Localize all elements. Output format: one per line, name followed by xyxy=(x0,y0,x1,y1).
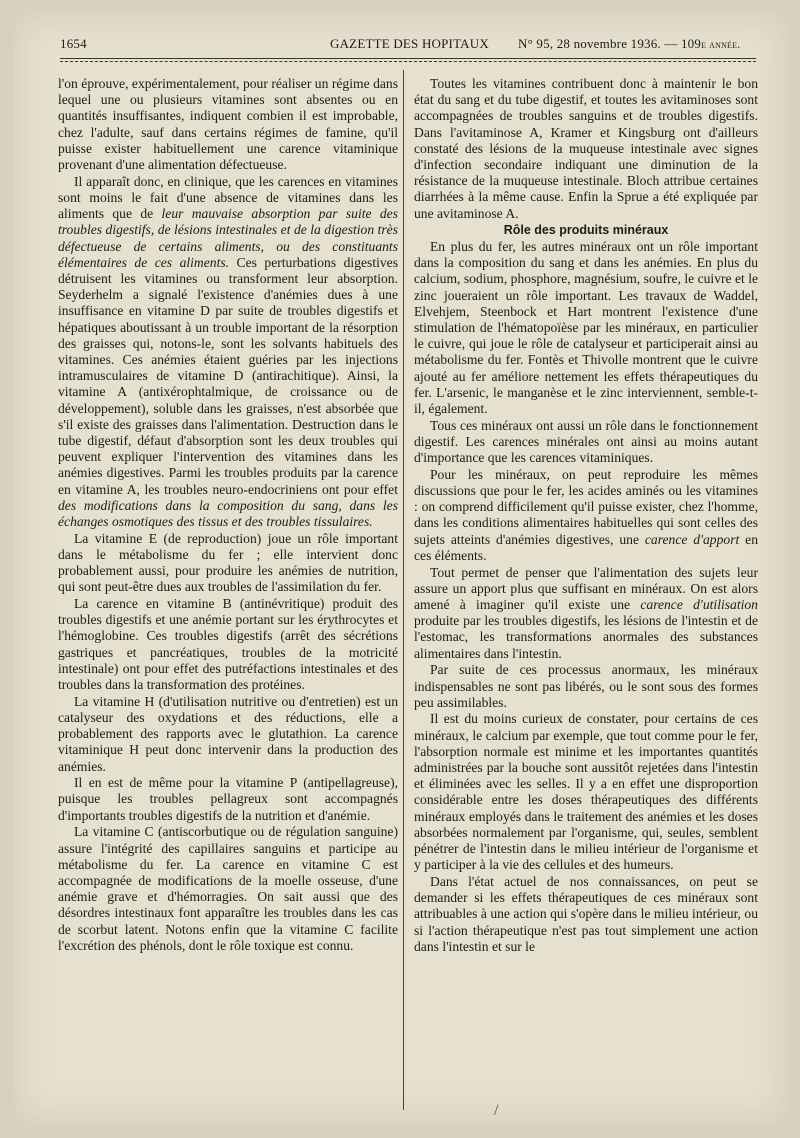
paragraph: Pour les minéraux, on peut reproduire les mêmes discussions que pour le fer, les acides aminés ou les vitamines : on comprend difficilement qu'il puisse exister, chez l'homme, dans les conditions alimentaires habituelles qui sont celles des sujets atteints d'anémies digestives, une carence d'apport en ces éléments. xyxy=(414,466,758,563)
column-divider xyxy=(403,70,404,1110)
paragraph: Tous ces minéraux ont aussi un rôle dans le fonctionnement digestif. Les carences minérales ont ainsi au moins autant d'importance que les carences vitaminiques. xyxy=(414,417,758,466)
footer-mark: / xyxy=(494,1102,499,1119)
journal-title: GAZETTE DES HOPITAUX xyxy=(330,36,489,51)
issue-line xyxy=(518,36,740,52)
left-column xyxy=(58,76,398,954)
paragraph: Par suite de ces processus anormaux, les minéraux indispensables ne sont pas libérés, ou le sont sous des formes peu assimilables. xyxy=(414,662,758,710)
page-number: 1654 xyxy=(60,36,87,51)
paragraph: La vitamine C (antiscorbutique ou de régulation sanguine) assure l'intégrité des capillaires sanguins et participe au métabolisme du fer. La carence en vitamine C est accompagnée de modifications de la moelle osseuse, d'une anémie grave et d'hémorragies. On sait aussi que des désordres intestinaux font apparaître les troubles dans les cas de scorbut latent. Notons enfin que la vitamine C facilite l'excrétion des phénols, dont le rôle toxique est connu. xyxy=(58,824,398,953)
paragraph: Il apparaît donc, en clinique, que les carences en vitamines sont moins le fait d'une absence de vitamines dans les aliments que de leur mauvaise absorption par suite des troubles digestifs, de lésions intestinales et de la digestion très défectueuse de certains aliments, ou des constituants élémentaires de ces aliments. Ces perturbations digestives détruisent les vitamines ou transforment leur absorption. Seyderhelm a signalé l'existence d'anémies dues à une insuffisance en vitamine D par suite de troubles digestifs et hépatiques aboutissant à un trouble important de la résorption des graisses qui, notons-le, sont les solvants habituels des vitamines. Ces anémies étaient guéries par les injections intramusculaires de vitamine D (antirachitique). Ainsi, la vitamine A (antixérophtalmique, de croissance ou de développement), soluble dans les graisses, n'est absorbée que s'il existe des graisses dans l'alimentation. Destruction dans le tube digestif, défaut d'absorption sont les deux troubles qui peuvent expliquer l'intervention des vitamines dans les anémies digestives. Parmi les troubles produits par la carence en vitamine A, les troubles neuro-endocriniens ont pour effet des modifications dans la composition du sang, dans les échanges osmotiques des tissus et des troubles tissulaires. xyxy=(58,173,398,529)
paragraph: Dans l'état actuel de nos connaissances, on peut se demander si les effets thérapeutiques de ces minéraux sont attribuables à une action qui s'opère dans le milieu intérieur, ou si l'action thérapeutique n'est pas tout simplement une action dans l'intestin et sur le xyxy=(414,873,758,954)
paragraph: La carence en vitamine B (antinévritique) produit des troubles digestifs et une anémie portant sur les érythrocytes et l'hémoglobine. Ces troubles digestifs (arrêt des sécrétions gastriques et pancréatiques, troubles de la motricité intestinale) ont pour effet des putréfactions intestinales et des troubles dans la transformation des protéines. xyxy=(58,596,398,693)
paragraph: En plus du fer, les autres minéraux ont un rôle important dans la composition du sang et dans les anémies. En plus du calcium, sodium, phosphore, magnésium, soufre, le cuivre et le zinc joueraient un rôle important. Les travaux de Waddel, Elvehjem, Steenbock et Hart montrent l'existence d'une stimulation de l'hématopoïèse par les minéraux, en particulier le cuivre, qui joue le rôle de catalyseur et participerait ainsi au métabolisme du fer. Fontès et Thivolle montrent que le cuivre ajouté au fer améliore nettement les effets thérapeutiques du fer. L'arsenic, le manganèse et le zinc interviennent, semble-t-il, également. xyxy=(414,239,758,417)
paragraph: Il est du moins curieux de constater, pour certains de ces minéraux, le calcium par exemple, que tout comme pour le fer, l'absorption normale est minime et les importantes quantités administrées par la bouche sont aussitôt rejetées dans l'intestin et éliminées avec les selles. Il y a en effet une disproportion considérable entre les doses thérapeutiques des différents minéraux employés dans le traitement des anémies et les doses absorbées normalement par l'organisme, qui, seules, semblent pénétrer de l'intestin dans le milieu intérieur de l'organisme et y participer à la vie des cellules et des humeurs. xyxy=(414,711,758,873)
paragraph: Toutes les vitamines contribuent donc à maintenir le bon état du sang et du tube digestif, et toutes les avitaminoses sont accompagnées de troubles sanguins et de troubles digestifs. Dans l'avitaminose A, Kramer et Kingsburg ont d'ailleurs constaté des lésions de la muqueuse intestinale avec signes d'infection secondaire indiquant une diminution de la résistance de la muqueuse intestinale. Bloch attribue certaines diarrhées à la même cause. Enfin la Sprue a été expliquée par une avitaminose A. xyxy=(414,76,758,221)
paragraph: l'on éprouve, expérimentalement, pour réaliser un régime dans lequel une ou plusieurs vitamines sont absentes ou en quantités insuffisantes, indiquent combien il est improbable, chez l'adulte, sauf dans certains régimes de famine, qu'il puisse exister habituellement une carence vitaminique provenant d'une alimentation défectueuse. xyxy=(58,76,398,173)
header-rule xyxy=(60,58,756,59)
paragraph: La vitamine E (de reproduction) joue un rôle important dans le métabolisme du fer ; elle intervient donc probablement aussi, pour produire les anémies de nutrition, qui sont peut-être dues aux troubles de l'assimilation du fer. xyxy=(58,530,398,595)
right-column xyxy=(414,76,758,955)
paragraph: Tout permet de penser que l'alimentation des sujets leur assure un apport plus que suffisant en minéraux. On est alors amené à imaginer qu'il existe une carence d'utilisation produite par les troubles digestifs, les lésions de l'intestin et de l'estomac, les transformations anormales des substances alimentaires dans l'intestin. xyxy=(414,564,758,661)
paragraph: Il en est de même pour la vitamine P (antipellagreuse), puisque les troubles pellagreux sont accompagnés d'importants troubles digestifs de la nutrition et d'anémie. xyxy=(58,775,398,823)
paragraph: La vitamine H (d'utilisation nutritive ou d'entretien) est un catalyseur des oxydations et des réductions, elle a probablement des rapports avec le glutathion. La carence vitaminique H peut donc intervenir dans la production des anémies. xyxy=(58,693,398,774)
header-rule-dashed xyxy=(60,61,756,62)
page-header xyxy=(60,36,758,58)
year-suffix: e année. xyxy=(701,39,741,51)
section-heading: Rôle des produits minéraux xyxy=(503,223,669,238)
issue-date: N° 95, 28 novembre 1936. — 109 xyxy=(518,36,702,51)
